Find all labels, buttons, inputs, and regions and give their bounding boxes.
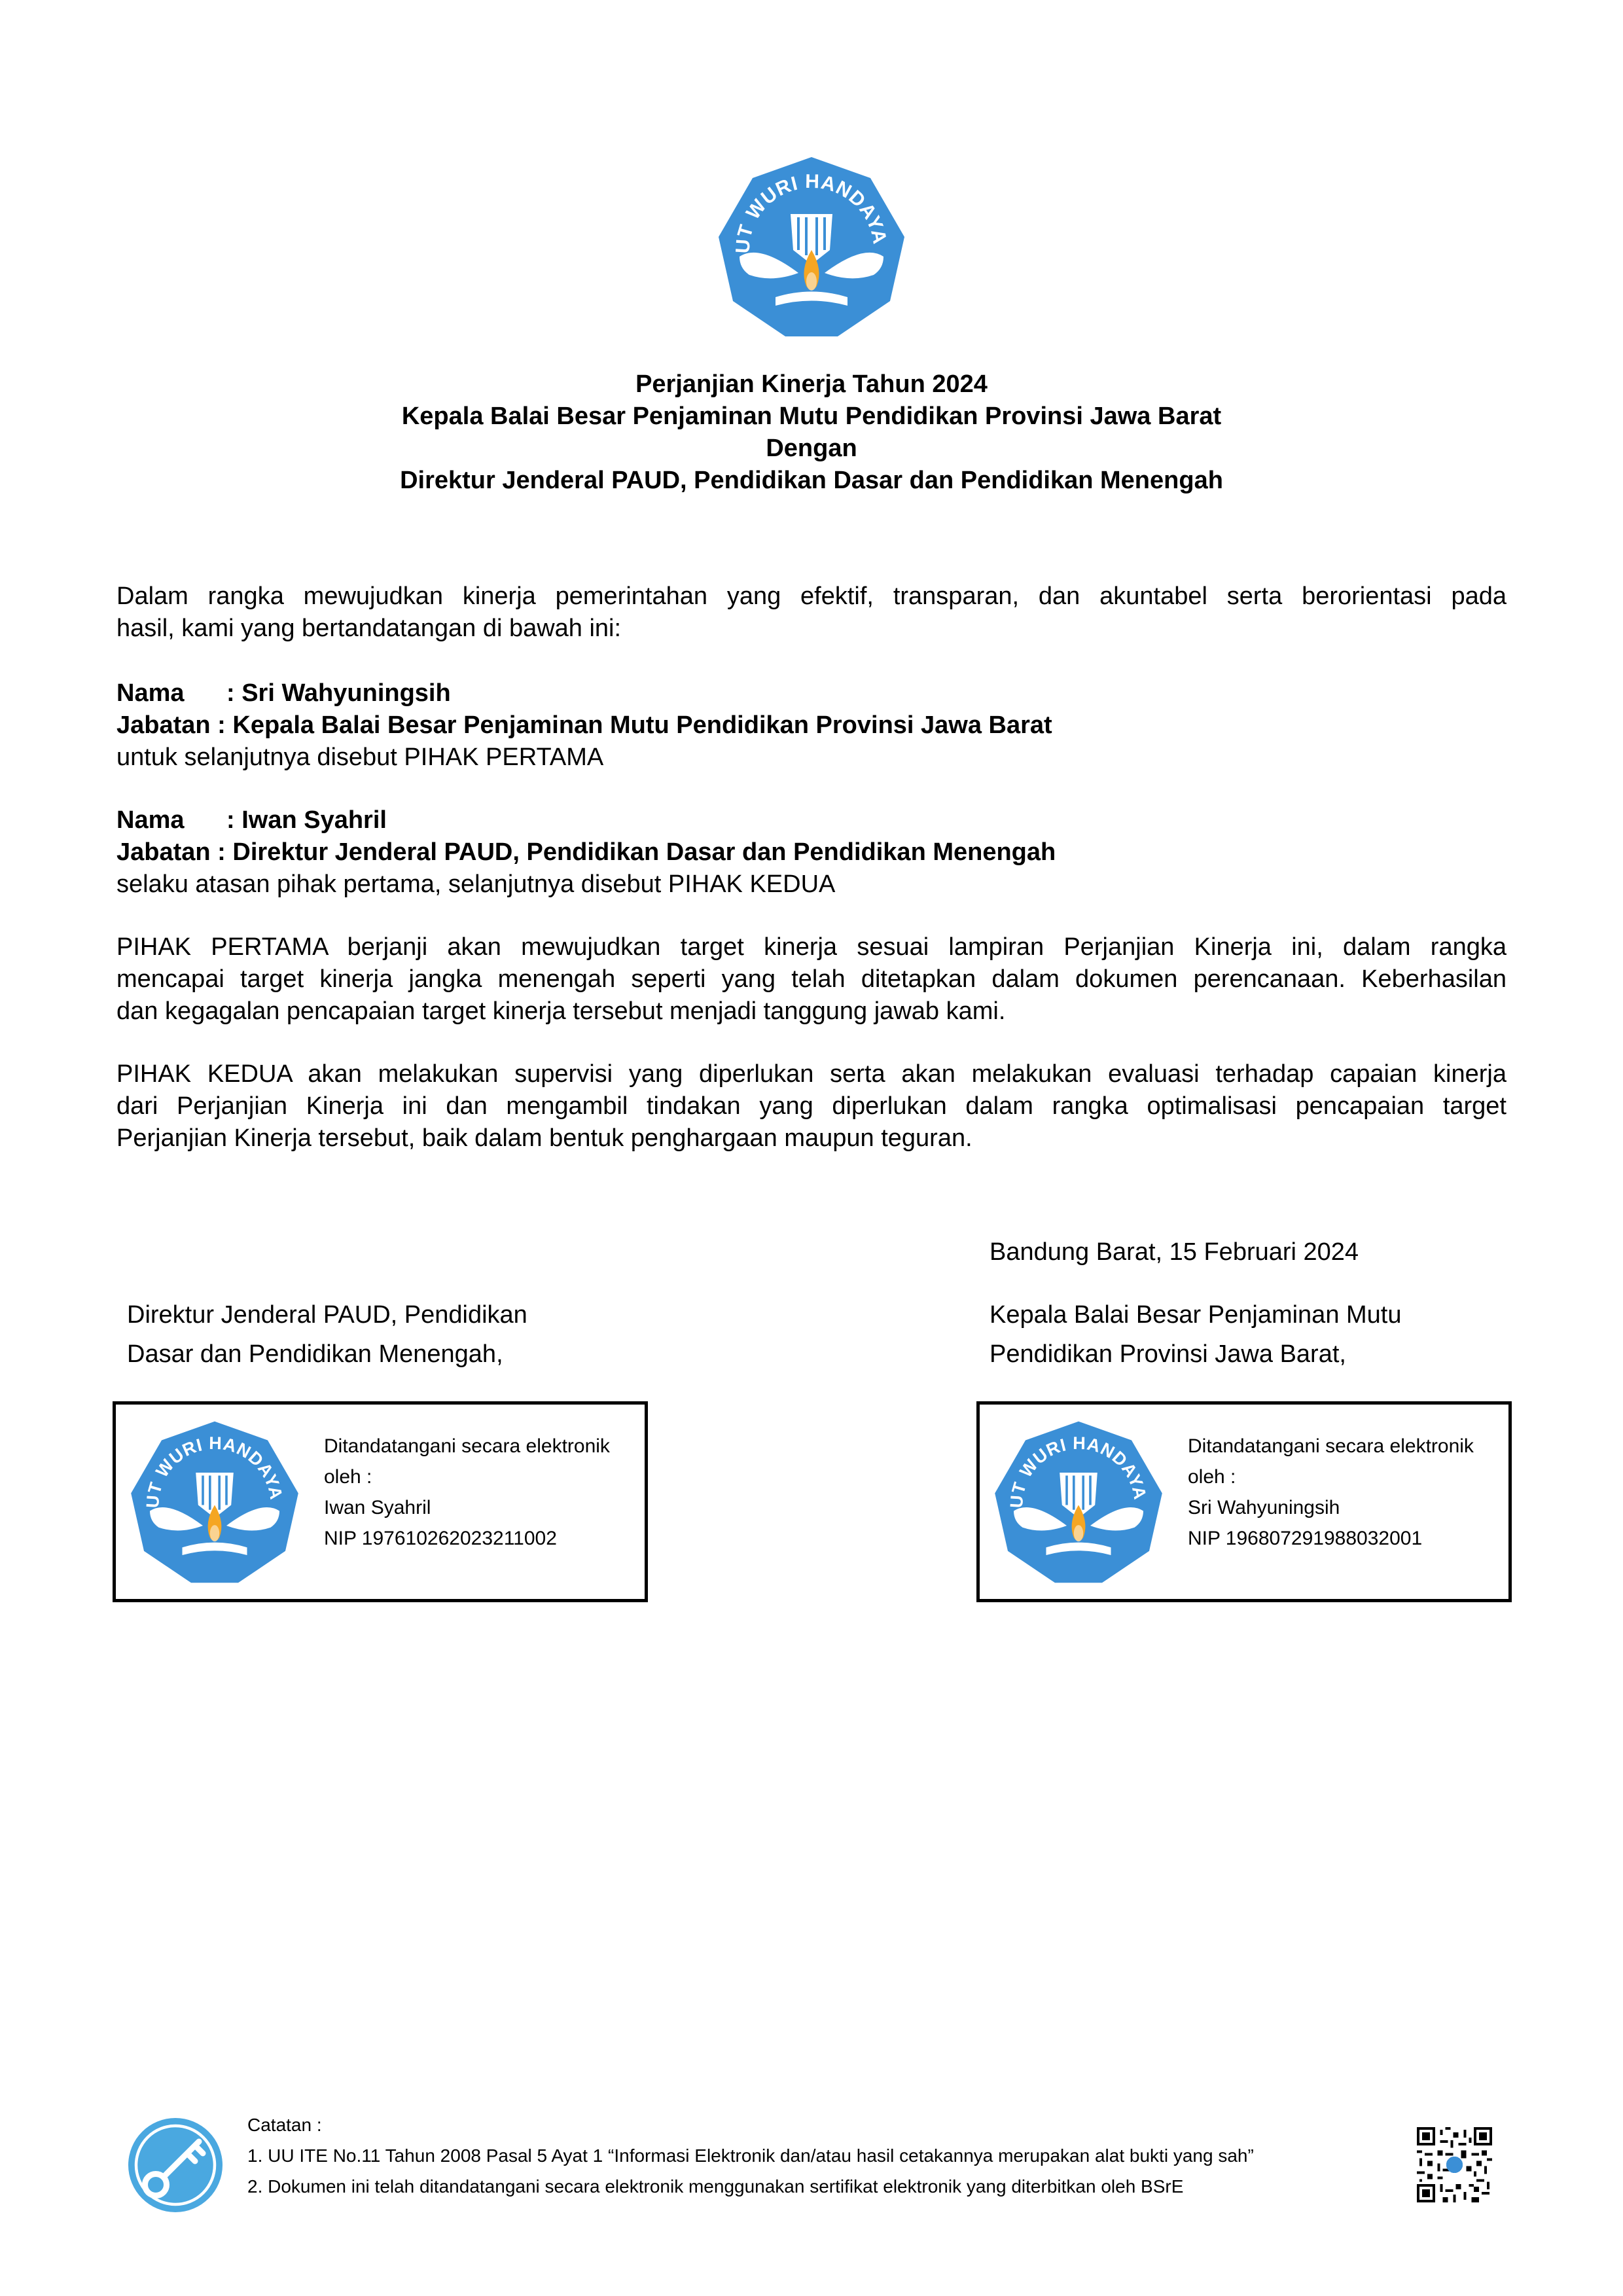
signed-by-label: oleh : bbox=[1188, 1466, 1236, 1488]
notes-title: Catatan : bbox=[247, 2115, 322, 2135]
party2-name-value: : Iwan Syahril bbox=[226, 806, 387, 834]
party2-role-label: Jabatan bbox=[116, 838, 211, 866]
intro-line-2: hasil, kami yang bertandatangan di bawah ini: bbox=[116, 615, 622, 642]
signed-electronically-label: Ditandatangani secara elektronik bbox=[324, 1435, 610, 1457]
right-signature-text bbox=[1188, 1431, 1474, 1554]
paragraph2-line-1: PIHAK KEDUA akan melakukan supervisi yang diperlukan serta akan melakukan evaluasi terhadap capaian kinerja bbox=[116, 1060, 1507, 1088]
signed-by-label: oleh : bbox=[324, 1466, 372, 1488]
signer-nip: NIP 196807291988032001 bbox=[1188, 1528, 1423, 1549]
party2-name-label: Nama bbox=[116, 806, 185, 834]
document-title: Perjanjian Kinerja Tahun 2024 bbox=[635, 370, 988, 398]
signed-electronically-label: Ditandatangani secara elektronik bbox=[1188, 1435, 1474, 1457]
right-signatory-title-1: Kepala Balai Besar Penjaminan Mutu bbox=[990, 1301, 1402, 1329]
signer-nip: NIP 197610262023211002 bbox=[324, 1528, 557, 1549]
left-signature-text bbox=[324, 1431, 610, 1554]
party1-role-value: : Kepala Balai Besar Penjaminan Mutu Pendidikan Provinsi Jawa Barat bbox=[210, 711, 1052, 739]
party2-role-row bbox=[116, 836, 1507, 869]
party1-role-label: Jabatan bbox=[116, 711, 211, 739]
party1-role-row bbox=[116, 709, 1507, 742]
right-signatory-title-2: Pendidikan Provinsi Jawa Barat, bbox=[990, 1340, 1346, 1368]
left-electronic-signature-box bbox=[113, 1401, 648, 1602]
signer-name: Sri Wahyuningsih bbox=[1188, 1497, 1340, 1518]
right-electronic-signature-box bbox=[976, 1401, 1512, 1602]
party1-note: untuk selanjutnya disebut PIHAK PERTAMA bbox=[116, 744, 604, 771]
party1-name-label: Nama bbox=[116, 679, 185, 707]
tut-wuri-handayani-logo bbox=[710, 152, 913, 342]
bsre-key-icon bbox=[126, 2116, 224, 2214]
signer-name: Iwan Syahril bbox=[324, 1497, 431, 1518]
party1-name-row bbox=[116, 677, 1507, 709]
paragraph1-line-1: PIHAK PERTAMA berjanji akan mewujudkan target kinerja sesuai lampiran Perjanjian Kinerja ini, dalam rangka bbox=[116, 933, 1507, 961]
tut-wuri-handayani-logo bbox=[990, 1414, 1167, 1590]
paragraph2-line-3: Perjanjian Kinerja tersebut, baik dalam bentuk penghargaan maupun teguran. bbox=[116, 1124, 972, 1152]
party2-role-value: : Direktur Jenderal PAUD, Pendidikan Dasar dan Pendidikan Menengah bbox=[210, 838, 1056, 866]
tut-wuri-handayani-logo bbox=[126, 1414, 303, 1590]
intro-line-1: Dalam rangka mewujudkan kinerja pemerintahan yang efektif, transparan, dan akuntabel serta berorientasi pada bbox=[116, 583, 1507, 610]
place-date: Bandung Barat, 15 Februari 2024 bbox=[990, 1238, 1359, 1266]
left-signatory-title-2: Dasar dan Pendidikan Menengah, bbox=[127, 1340, 503, 1368]
party1-name-value: : Sri Wahyuningsih bbox=[226, 679, 451, 707]
document-subtitle-party2: Direktur Jenderal PAUD, Pendidikan Dasar dan Pendidikan Menengah bbox=[400, 467, 1223, 494]
qr-code-icon bbox=[1417, 2127, 1492, 2202]
note-2: 2. Dokumen ini telah ditandatangani secara elektronik menggunakan sertifikat elektronik yang diterbitkan oleh BSrE bbox=[247, 2176, 1184, 2197]
paragraph1-line-2: mencapai target kinerja jangka menengah seperti yang telah ditetapkan dalam dokumen perencanaan. Keberhasilan bbox=[116, 965, 1507, 993]
party2-note: selaku atasan pihak pertama, selanjutnya disebut PIHAK KEDUA bbox=[116, 870, 836, 898]
paragraph2-line-2: dari Perjanjian Kinerja ini dan mengambil tindakan yang diperlukan dalam rangka optimalisasi pencapaian target bbox=[116, 1092, 1507, 1120]
note-1: 1. UU ITE No.11 Tahun 2008 Pasal 5 Ayat 1 “Informasi Elektronik dan/atau hasil cetakannya merupakan alat bukti yang sah” bbox=[247, 2145, 1254, 2166]
left-signatory-title-1: Direktur Jenderal PAUD, Pendidikan bbox=[127, 1301, 527, 1329]
document-subtitle-dengan: Dengan bbox=[766, 435, 857, 462]
document-subtitle-party1: Kepala Balai Besar Penjaminan Mutu Pendidikan Provinsi Jawa Barat bbox=[401, 403, 1222, 430]
paragraph1-line-3: dan kegagalan pencapaian target kinerja tersebut menjadi tanggung jawab kami. bbox=[116, 997, 1006, 1025]
party2-name-row bbox=[116, 804, 1507, 836]
